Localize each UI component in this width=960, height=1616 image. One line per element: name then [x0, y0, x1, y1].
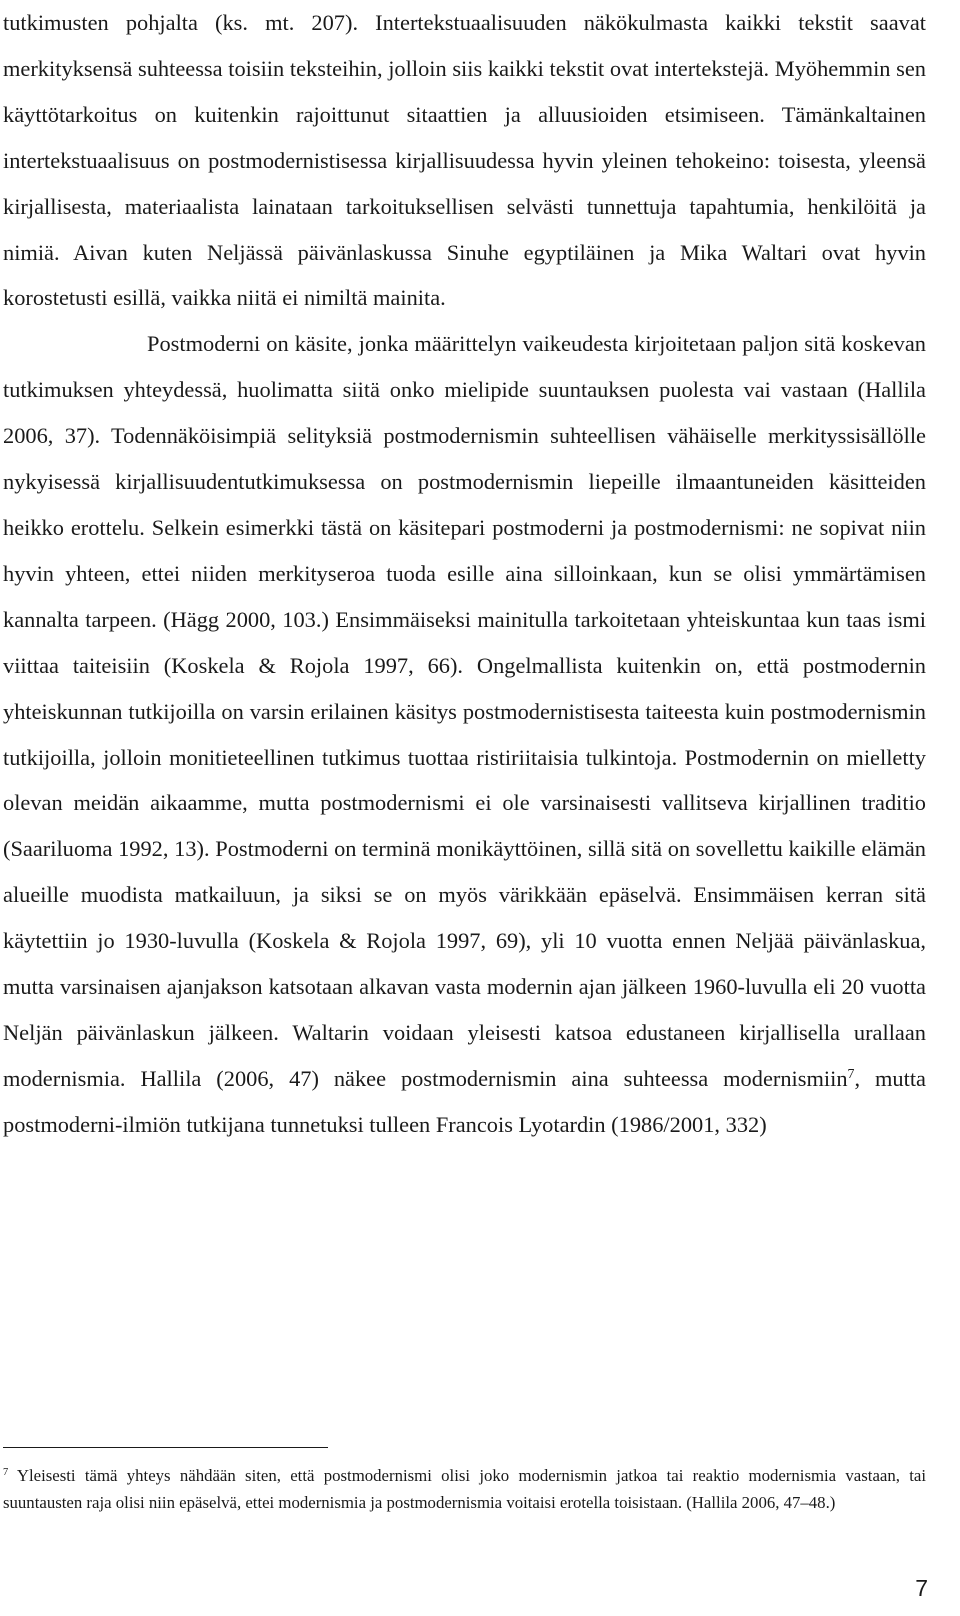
- paragraph-text: Postmoderni on käsite, jonka määrittelyn vaikeudesta kirjoitetaan paljon sitä koskevan tutkimuksen yhteydessä, huolimatta siitä onko mielipide suuntauksen puolesta vai vastaan (Hallila 2006, 37). Todennäköisimpiä selityksiä postmodernismin suhteellisen vähäiselle merkityssisällölle nykyisessä kirjallisuudentutkimuksessa on postmodernismin liepeille ilmaantuneiden käsitteiden heikko erottelu. Selkein esimerkki tästä on käsitepari postmoderni ja postmodernismi: ne sopivat niin hyvin yhteen, ettei niiden merkityseroa tuoda esille aina silloinkaan, kun se olisi ymmärtämisen kannalta tarpeen. (Hägg 2000, 103.) Ensimmäiseksi mainitulla tarkoitetaan yhteiskuntaa kun taas ismi viittaa taiteisiin (Koskela & Rojola 1997, 66). Ongelmallista kuitenkin on, että postmodernin yhteiskunnan tutkijoilla on varsin erilainen käsitys postmodernistisesta taiteesta kuin postmodernismin tutkijoilla, jolloin monitieteellinen tutkimus tuottaa ristiriitaisia tulkintoja. Postmodernin on mielletty olevan meidän aikaamme, mutta postmodernismi ei ole varsinaisesti vallitseva kirjallinen traditio (Saariluoma 1992, 13). Postmoderni on terminä monikäyttöinen, sillä sitä on sovellettu kaikille elämän alueille muodista matkailuun, ja siksi se on myös värikkään epäselvä. Ensimmäisen kerran sitä käytettiin jo 1930-luvulla (Koskela & Rojola 1997, 69), yli 10 vuotta ennen Neljää päivänlaskua, mutta varsinaisen ajanjakson katsotaan alkavan vasta modernin ajan jälkeen 1960-luvulla eli 20 vuotta Neljän päivänlaskun jälkeen. Waltarin voidaan yleisesti katsoa edustaneen kirjallisella urallaan modernismia. Hallila (2006, 47) näkee postmodernismin aina suhteessa modernismiin: [3, 331, 926, 1091]
- footnote-marker: 7: [3, 1467, 9, 1479]
- paragraph-text: tutkimusten pohjalta (ks. mt. 207). Intertekstuaalisuuden näkökulmasta kaikki tekstit saavat merkityksensä suhteessa toisiin teksteihin, jolloin siis kaikki tekstit ovat intertekstejä. Myöhemmin sen käyttötarkoitus on kuitenkin rajoittunut sitaattien ja alluusioiden etsimiseen. Tämänkaltainen intertekstuaalisuus on postmodernistisessa kirjallisuudessa hyvin yleinen tehokeino: toisesta, yleensä kirjallisesta, materiaalista lainataan tarkoituksellisen selvästi tunnettuja tapahtumia, henkilöitä ja nimiä. Aivan kuten Neljässä päivänlaskussa Sinuhe egyptiläinen ja Mika Waltari ovat hyvin korostetusti esillä, vaikka niitä ei nimiltä mainita.: [3, 10, 926, 311]
- footnote-text: Yleisesti tämä yhteys nähdään siten, että postmodernismi olisi joko modernismin jatkoa tai reaktio modernismia vastaan, tai suuntausten raja olisi niin epäselvä, ettei modernismia ja postmodernismia voitaisi erotella toisistaan. (Hallila 2006, 47–48.): [3, 1466, 926, 1512]
- paragraph: [3, 0, 926, 321]
- paragraph: [3, 321, 926, 1147]
- page-number: 7: [915, 1575, 928, 1601]
- footnote: [3, 1463, 926, 1516]
- body-text: [3, 0, 926, 1148]
- footnote-separator: [3, 1447, 328, 1448]
- footnote-reference: 7: [847, 1067, 855, 1083]
- paragraph-text-continued: , mutta postmoderni-ilmiön tutkijana tunnetuksi tulleen Francois Lyotardin (1986/2001, 332): [3, 1065, 926, 1137]
